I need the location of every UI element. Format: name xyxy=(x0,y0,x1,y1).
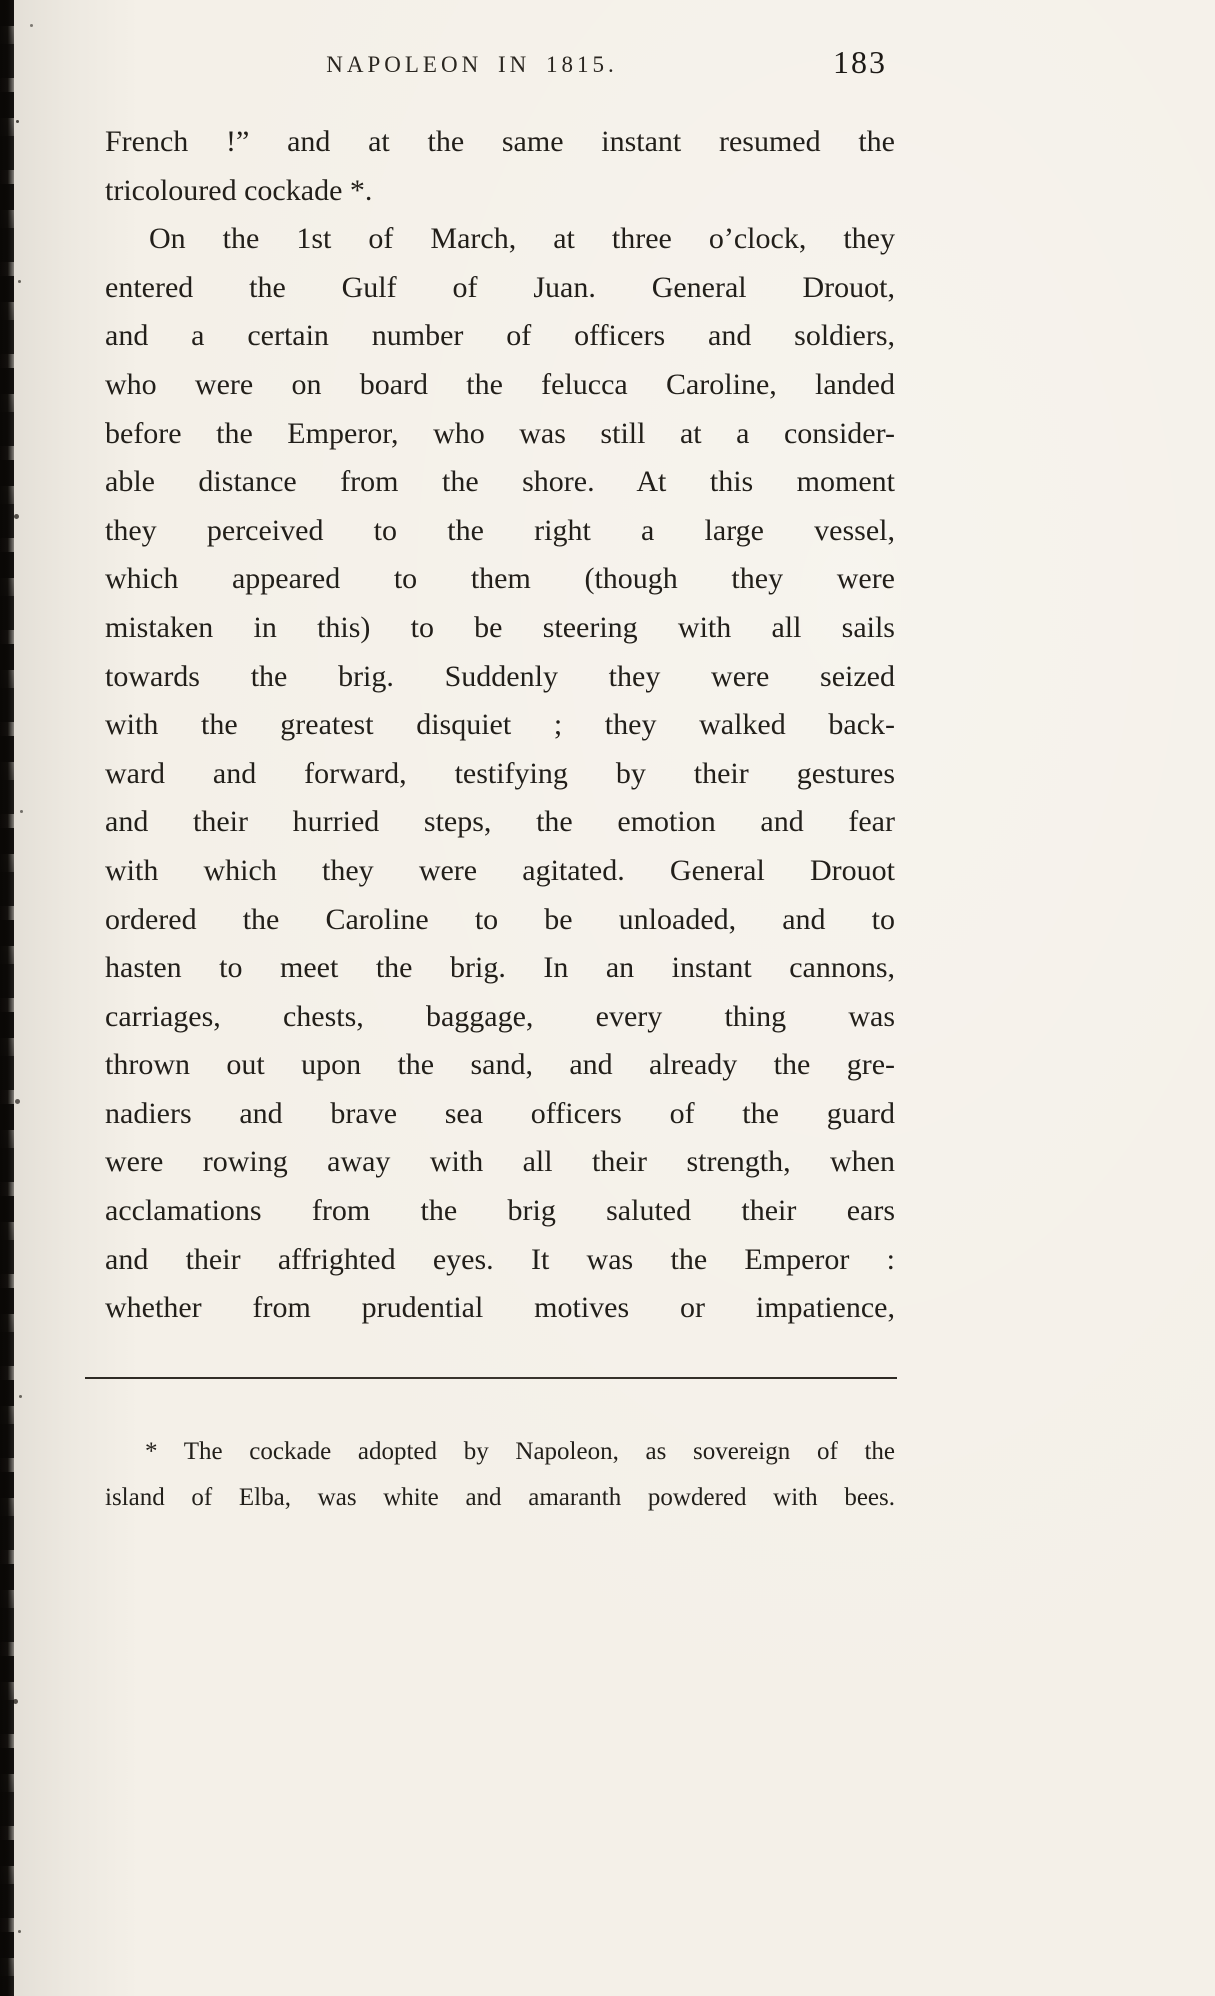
text-line: they perceived to the right a large vessel, xyxy=(105,513,895,547)
text-line: thrown out upon the sand, and already the gre- xyxy=(105,1048,895,1082)
text-line: able distance from the shore. At this moment xyxy=(105,465,895,499)
text-line: * The cockade adopted by Napoleon, as sovereign of the xyxy=(145,1437,895,1465)
text-line: nadiers and brave sea officers of the guard xyxy=(105,1096,895,1130)
binding-shadow xyxy=(0,0,14,1996)
text-line: island of Elba, was white and amaranth powdered with bees. xyxy=(105,1483,895,1511)
footnote-rule xyxy=(85,1377,897,1379)
text-line: and their hurried steps, the emotion and fear xyxy=(105,805,895,839)
running-title: NAPOLEON IN 1815. xyxy=(326,52,618,77)
text-line: towards the brig. Suddenly they were seized xyxy=(105,659,895,693)
text-line: acclamations from the brig saluted their ears xyxy=(105,1194,895,1228)
scan-speckles xyxy=(16,120,19,123)
text-line: French !” and at the same instant resumed the xyxy=(105,125,895,158)
footnote xyxy=(105,1429,895,1521)
text-line: with the greatest disquiet ; they walked back- xyxy=(105,708,895,742)
text-line: entered the Gulf of Juan. General Drouot, xyxy=(105,270,895,304)
text-line: hasten to meet the brig. In an instant cannons, xyxy=(105,951,895,985)
text-line: ordered the Caroline to be unloaded, and to xyxy=(105,902,895,936)
running-head xyxy=(105,44,895,90)
page-number: 183 xyxy=(833,44,887,80)
text-line: before the Emperor, who was still at a consider- xyxy=(105,416,895,450)
text-line: and a certain number of officers and soldiers, xyxy=(105,319,895,353)
text-line: tricoloured cockade *. xyxy=(105,173,373,207)
text-line: were rowing away with all their strength, when xyxy=(105,1145,895,1179)
page-content xyxy=(105,44,895,1521)
text-line: and their affrighted eyes. It was the Emperor : xyxy=(105,1242,895,1276)
text-line: with which they were agitated. General Drouot xyxy=(105,853,895,887)
text-line: which appeared to them (though they were xyxy=(105,562,895,596)
text-line: who were on board the felucca Caroline, landed xyxy=(105,367,895,401)
text-line: mistaken in this) to be steering with all sails xyxy=(105,610,895,644)
text-line: carriages, chests, baggage, every thing was xyxy=(105,999,895,1033)
text-line: ward and forward, testifying by their gestures xyxy=(105,756,895,790)
text-line: whether from prudential motives or impatience, xyxy=(105,1291,895,1325)
text-line: On the 1st of March, at three o’clock, they xyxy=(149,222,895,256)
body-text xyxy=(105,118,895,1333)
